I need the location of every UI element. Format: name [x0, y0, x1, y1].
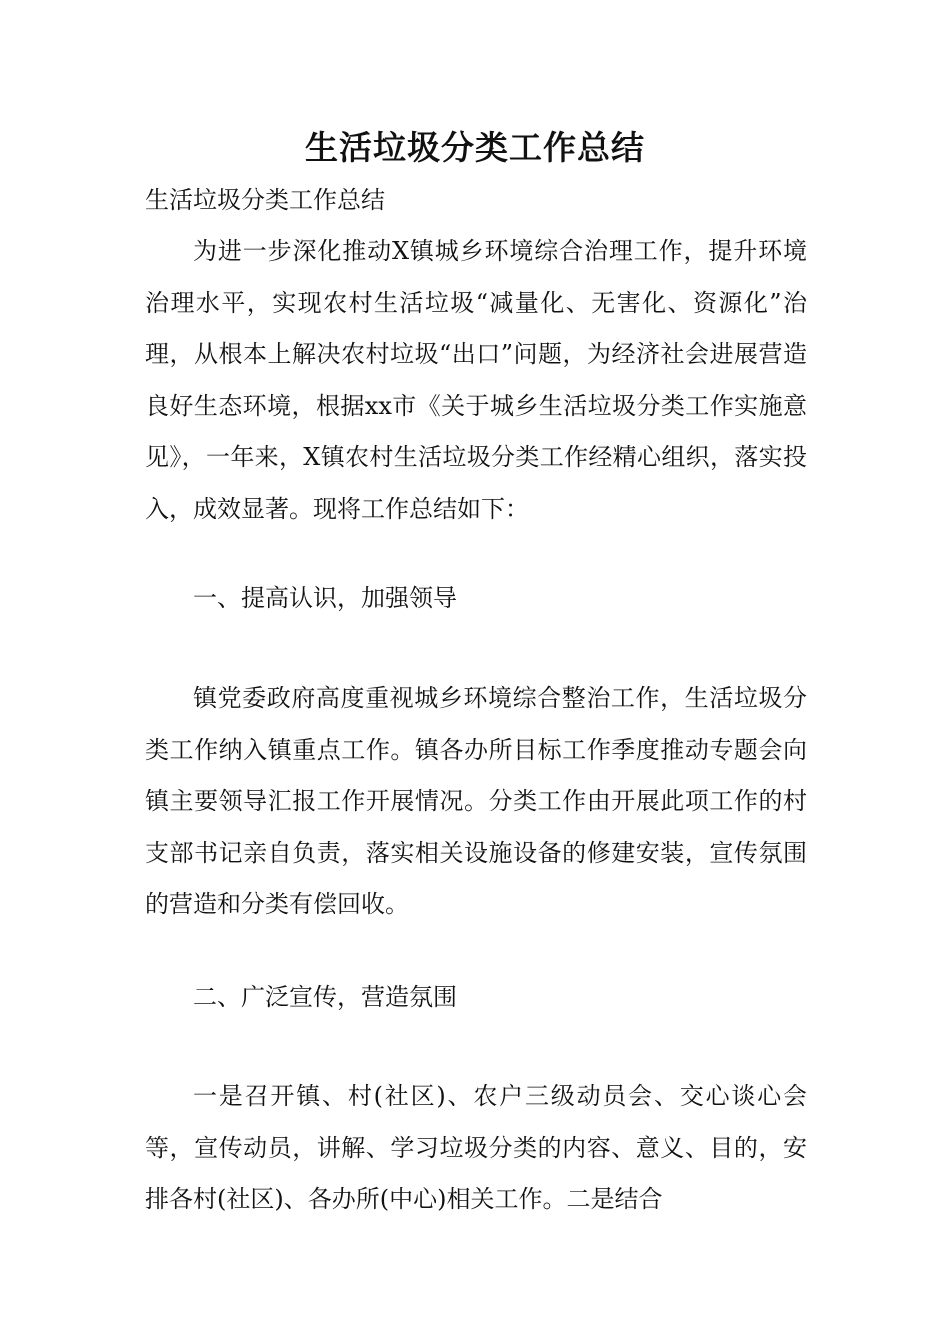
intro-paragraph: 为进一步深化推动X镇城乡环境综合治理工作，提升环境治理水平，实现农村生活垃圾“减量化、无害化、资源化”治理，从根本上解决农村垃圾“出口”问题，为经济社会进展营造良好生态环境，根据xx市《关于城乡生活垃圾分类工作实施意见》，一年来，X镇农村生活垃圾分类工作经精心组织，落实投入，成效显著。现将工作总结如下： — [145, 237, 807, 523]
document-subtitle: 生活垃圾分类工作总结 — [145, 186, 385, 214]
section-2-paragraph: 一是召开镇、村(社区)、农户三级动员会、交心谈心会等，宣传动员，讲解、学习垃圾分类的内容、意义、目的，安排各村(社区)、各办所(中心)相关工作。二是结合 — [145, 1082, 807, 1213]
section-1-paragraph: 镇党委政府高度重视城乡环境综合整治工作，生活垃圾分类工作纳入镇重点工作。镇各办所目标工作季度推动专题会向镇主要领导汇报工作开展情况。分类工作由开展此项工作的村支部书记亲自负责，落实相关设施设备的修建安装，宣传氛围的营造和分类有偿回收。 — [145, 684, 807, 918]
document-title: 生活垃圾分类工作总结 — [305, 128, 645, 167]
section-2-heading: 二、广泛宣传，营造氛围 — [193, 983, 457, 1011]
section-1-heading: 一、提高认识，加强领导 — [193, 584, 457, 612]
